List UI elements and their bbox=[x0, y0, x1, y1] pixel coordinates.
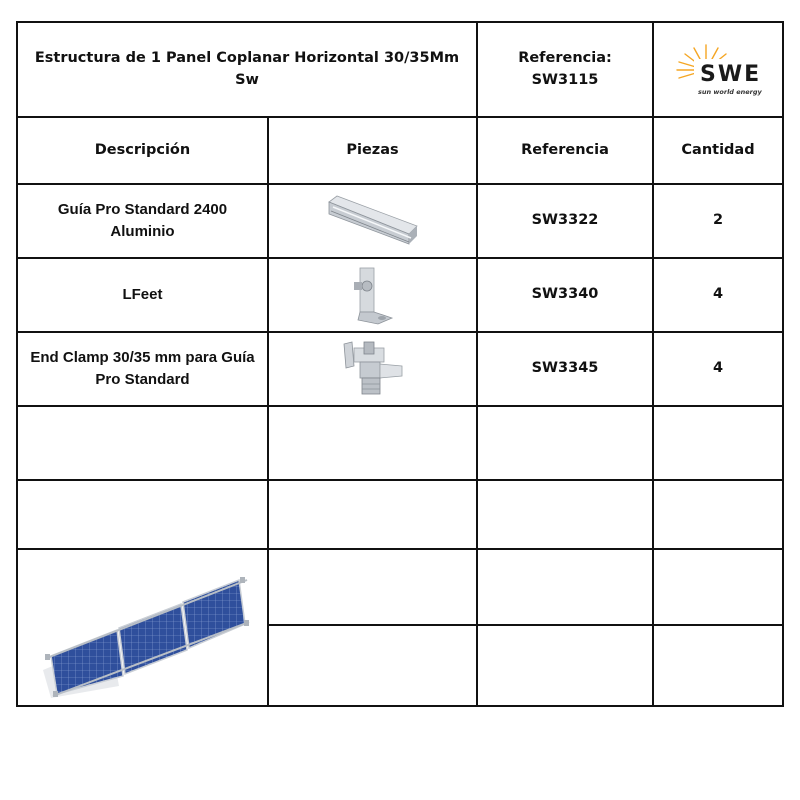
row-3-reference bbox=[478, 333, 652, 405]
quantity-text: 2 bbox=[712, 212, 724, 229]
description-text: Guía Pro Standard 2400 Aluminio bbox=[57, 201, 228, 240]
table-border-bottom bbox=[16, 705, 784, 707]
brand-logo bbox=[654, 23, 782, 116]
row-1-description bbox=[38, 185, 247, 257]
row-3-quantity bbox=[654, 333, 782, 405]
solar-panel-icon bbox=[33, 558, 253, 698]
row-2-quantity bbox=[654, 259, 782, 331]
column-header-reference bbox=[478, 118, 652, 183]
reference-code: SW3115 bbox=[531, 71, 599, 88]
reference-header bbox=[478, 23, 652, 116]
row-divider bbox=[16, 405, 784, 407]
column-header-description bbox=[18, 118, 267, 183]
parts-table bbox=[16, 21, 784, 707]
end-clamp-icon bbox=[340, 338, 406, 400]
logo-text: SWE bbox=[700, 61, 762, 87]
l-foot-icon bbox=[348, 264, 398, 326]
description-text: LFeet bbox=[122, 286, 163, 304]
column-header-text: Piezas bbox=[346, 141, 399, 158]
swe-logo-icon bbox=[668, 39, 768, 101]
row-divider bbox=[267, 624, 784, 626]
l-foot-bracket-image bbox=[269, 259, 476, 331]
reference-text: SW3322 bbox=[531, 212, 599, 229]
logo-tagline: sun world energy bbox=[698, 87, 762, 96]
quantity-text: 4 bbox=[712, 286, 724, 303]
description-text: End Clamp 30/35 mm para Guía Pro Standard bbox=[30, 349, 255, 388]
quantity-text: 4 bbox=[712, 360, 724, 377]
column-header-text: Referencia bbox=[521, 141, 609, 158]
row-1-reference bbox=[478, 185, 652, 257]
solar-panel-assembly-image bbox=[18, 550, 267, 705]
table-border-right bbox=[782, 21, 784, 707]
rail-icon bbox=[327, 192, 419, 250]
column-header-pieces bbox=[269, 118, 476, 183]
reference-label: Referencia: bbox=[518, 50, 612, 67]
aluminium-rail-image bbox=[269, 185, 476, 257]
document-title bbox=[28, 23, 466, 116]
row-1-quantity bbox=[654, 185, 782, 257]
column-header-quantity bbox=[654, 118, 782, 183]
document-title-text: Estructura de 1 Panel Coplanar Horizontal 30/35Mm Sw bbox=[34, 50, 460, 88]
column-header-text: Cantidad bbox=[681, 141, 755, 158]
column-header-text: Descripción bbox=[94, 141, 191, 158]
row-2-description bbox=[38, 259, 247, 331]
row-divider bbox=[16, 479, 784, 481]
row-2-reference bbox=[478, 259, 652, 331]
end-clamp-image bbox=[269, 333, 476, 405]
reference-text: SW3340 bbox=[531, 286, 599, 303]
row-3-description bbox=[30, 333, 255, 405]
reference-text: SW3345 bbox=[531, 360, 599, 377]
